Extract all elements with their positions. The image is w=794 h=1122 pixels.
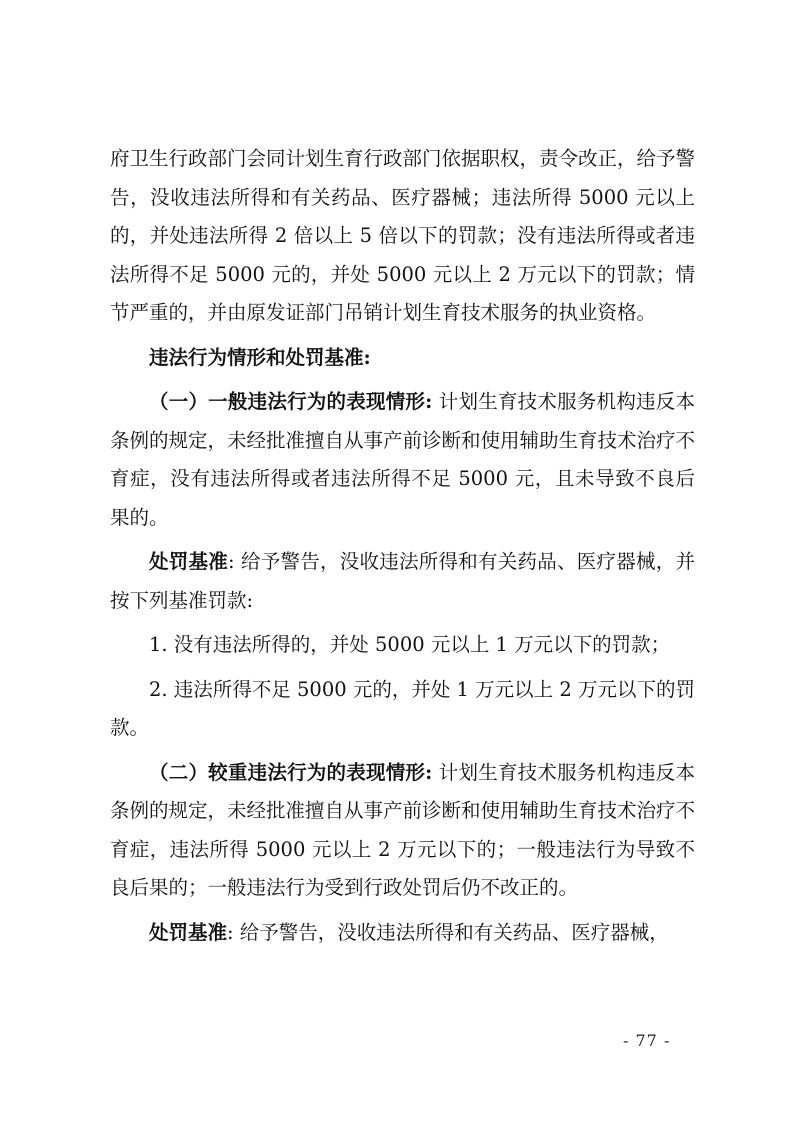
section-heading [110, 339, 695, 378]
paragraph-lead: 处罚基准 [149, 550, 228, 573]
paragraph-lead: 处罚基准 [149, 920, 228, 944]
document-body [110, 140, 695, 952]
list-item-1 [110, 626, 695, 665]
paragraph-text: : 给予警告，没收违法所得和有关药品、医疗器械，并按下列基准罚款: [110, 550, 695, 612]
paragraph-text: 府卫生行政部门会同计划生育行政部门依据职权，责令改正，给予警告，没收违法所得和有关药品、医疗器械；违法所得 5000 元以上的，并处违法所得 2 倍以上 5 倍以下的罚款；没有违法所得或者违法所得不足 5000 元的，并处 5000 元以上 2 万元以下的罚款；情节严重的，并由原发证部门吊销计划生育技术服务的执业资格。 [110, 147, 696, 324]
heading-text: 违法行为情形和处罚基准: [149, 345, 371, 369]
paragraph-text: : 给予警告，没收违法所得和有关药品、医疗器械， [227, 920, 669, 944]
page-number: - 77 - [623, 1031, 671, 1050]
paragraph-penalty-standard-1 [110, 543, 695, 620]
paragraph-penalty-clause [110, 140, 695, 333]
list-item-text: 2. 违法所得不足 5000 元的，并处 1 万元以上 2 万元以下的罚款。 [110, 677, 695, 739]
paragraph-serious-violation [110, 754, 695, 908]
paragraph-text: 计划生育技术服务机构违反本条例的规定，未经批准擅自从事产前诊断和使用辅助生育技术治疗不育症，违法所得 5000 元以上 2 万元以下的；一般违法行为导致不良后果的；一般违法行为受到行政处罚后仍不改正的。 [110, 760, 696, 899]
paragraph-lead: （一）一般违法行为的表现情形: [149, 390, 433, 413]
paragraph-text: 计划生育技术服务机构违反本条例的规定，未经批准擅自从事产前诊断和使用辅助生育技术治疗不育症，没有违法所得或者违法所得不足 5000 元，且未导致不良后果的。 [110, 390, 696, 529]
list-item-text: 1. 没有违法所得的，并处 5000 元以上 1 万元以下的罚款； [149, 633, 671, 656]
paragraph-penalty-standard-2 [110, 914, 695, 953]
paragraph-general-violation [110, 383, 695, 537]
paragraph-lead: （二）较重违法行为的表现情形: [149, 760, 433, 784]
list-item-2 [110, 671, 695, 748]
